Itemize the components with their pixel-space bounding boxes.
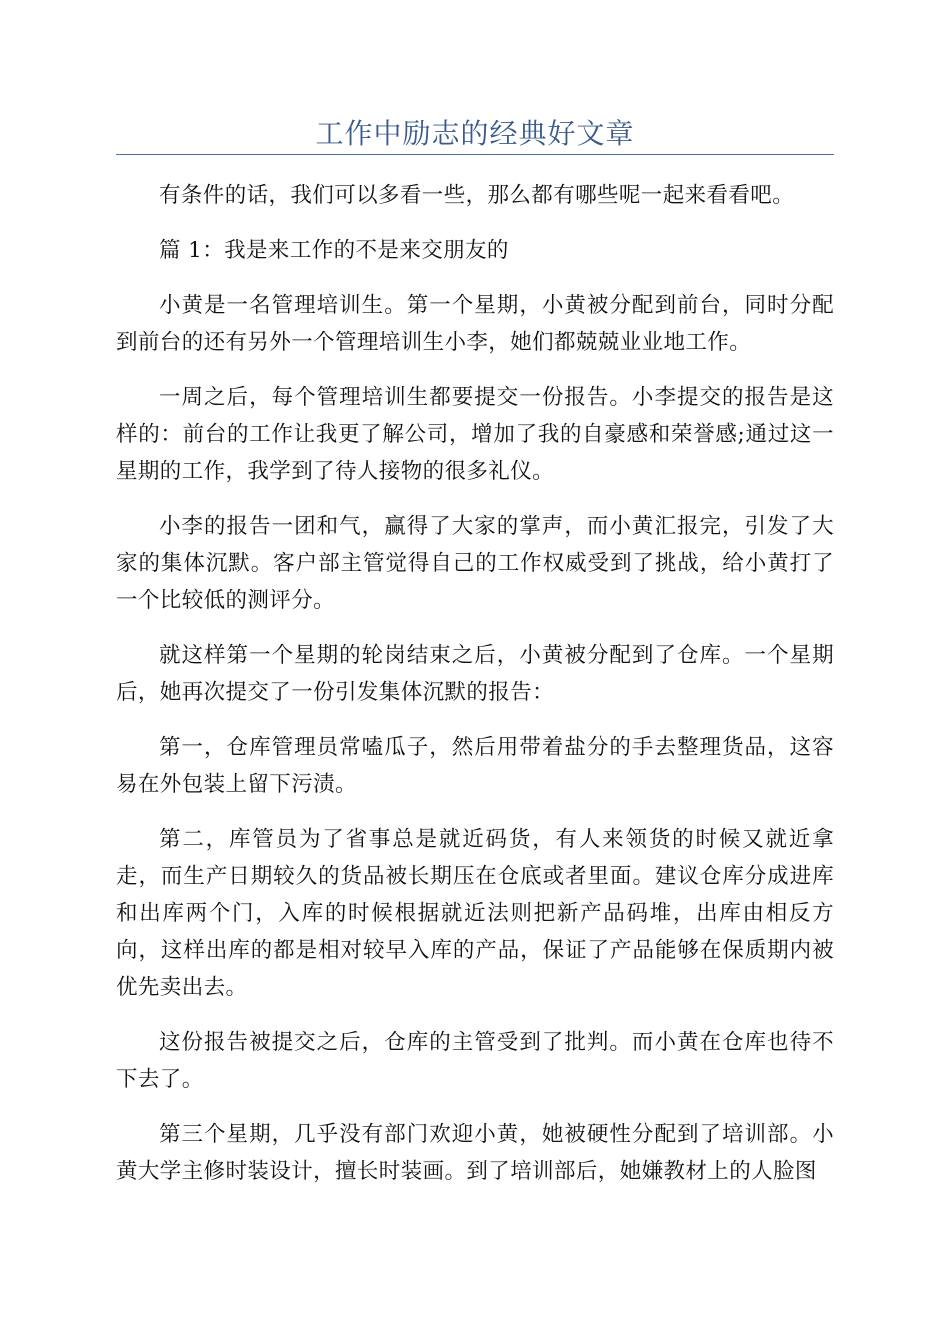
document-body <box>116 177 834 1190</box>
paragraph: 就这样第一个星期的轮岗结束之后，小黄被分配到了仓库。一个星期后，她再次提交了一份引发集体沉默的报告： <box>116 643 834 705</box>
paragraph: 小黄是一名管理培训生。第一个星期，小黄被分配到前台，同时分配到前台的还有另外一个管理培训生小李，她们都兢兢业业地工作。 <box>116 293 834 355</box>
document-title: 工作中励志的经典好文章 <box>315 117 635 150</box>
paragraph: 这份报告被提交之后，仓库的主管受到了批判。而小黄在仓库也待不下去了。 <box>116 1030 834 1092</box>
title-underline <box>116 154 834 155</box>
paragraph-section-heading: 篇 1：我是来工作的不是来交朋友的 <box>159 238 509 263</box>
paragraph: 小李的报告一团和气，赢得了大家的掌声，而小黄汇报完，引发了大家的集体沉默。客户部主管觉得自己的工作权威受到了挑战，给小黄打了一个比较低的测评分。 <box>116 514 834 613</box>
paragraph: 第一，仓库管理员常嗑瓜子，然后用带着盐分的手去整理货品，这容易在外包装上留下污渍。 <box>116 735 834 797</box>
paragraph: 一周之后，每个管理培训生都要提交一份报告。小李提交的报告是这样的：前台的工作让我更了解公司，增加了我的自豪感和荣誉感;通过这一星期的工作，我学到了待人接物的很多礼仪。 <box>116 385 834 484</box>
paragraph: 第二，库管员为了省事总是就近码货，有人来领货的时候又就近拿走，而生产日期较久的货品被长期压在仓底或者里面。建议仓库分成进库和出库两个门，入库的时候根据就近法则把新产品码堆，出库由相反方向，这样出库的都是相对较早入库的产品，保证了产品能够在保质期内被优先卖出去。 <box>116 827 834 1000</box>
document-page <box>116 0 834 1344</box>
paragraph: 第三个星期，几乎没有部门欢迎小黄，她被硬性分配到了培训部。小黄大学主修时装设计，擅长时装画。到了培训部后，她嫌教材上的人脸图 <box>116 1122 834 1184</box>
paragraph-intro: 有条件的话，我们可以多看一些，那么都有哪些呢一起来看看吧。 <box>159 183 795 208</box>
